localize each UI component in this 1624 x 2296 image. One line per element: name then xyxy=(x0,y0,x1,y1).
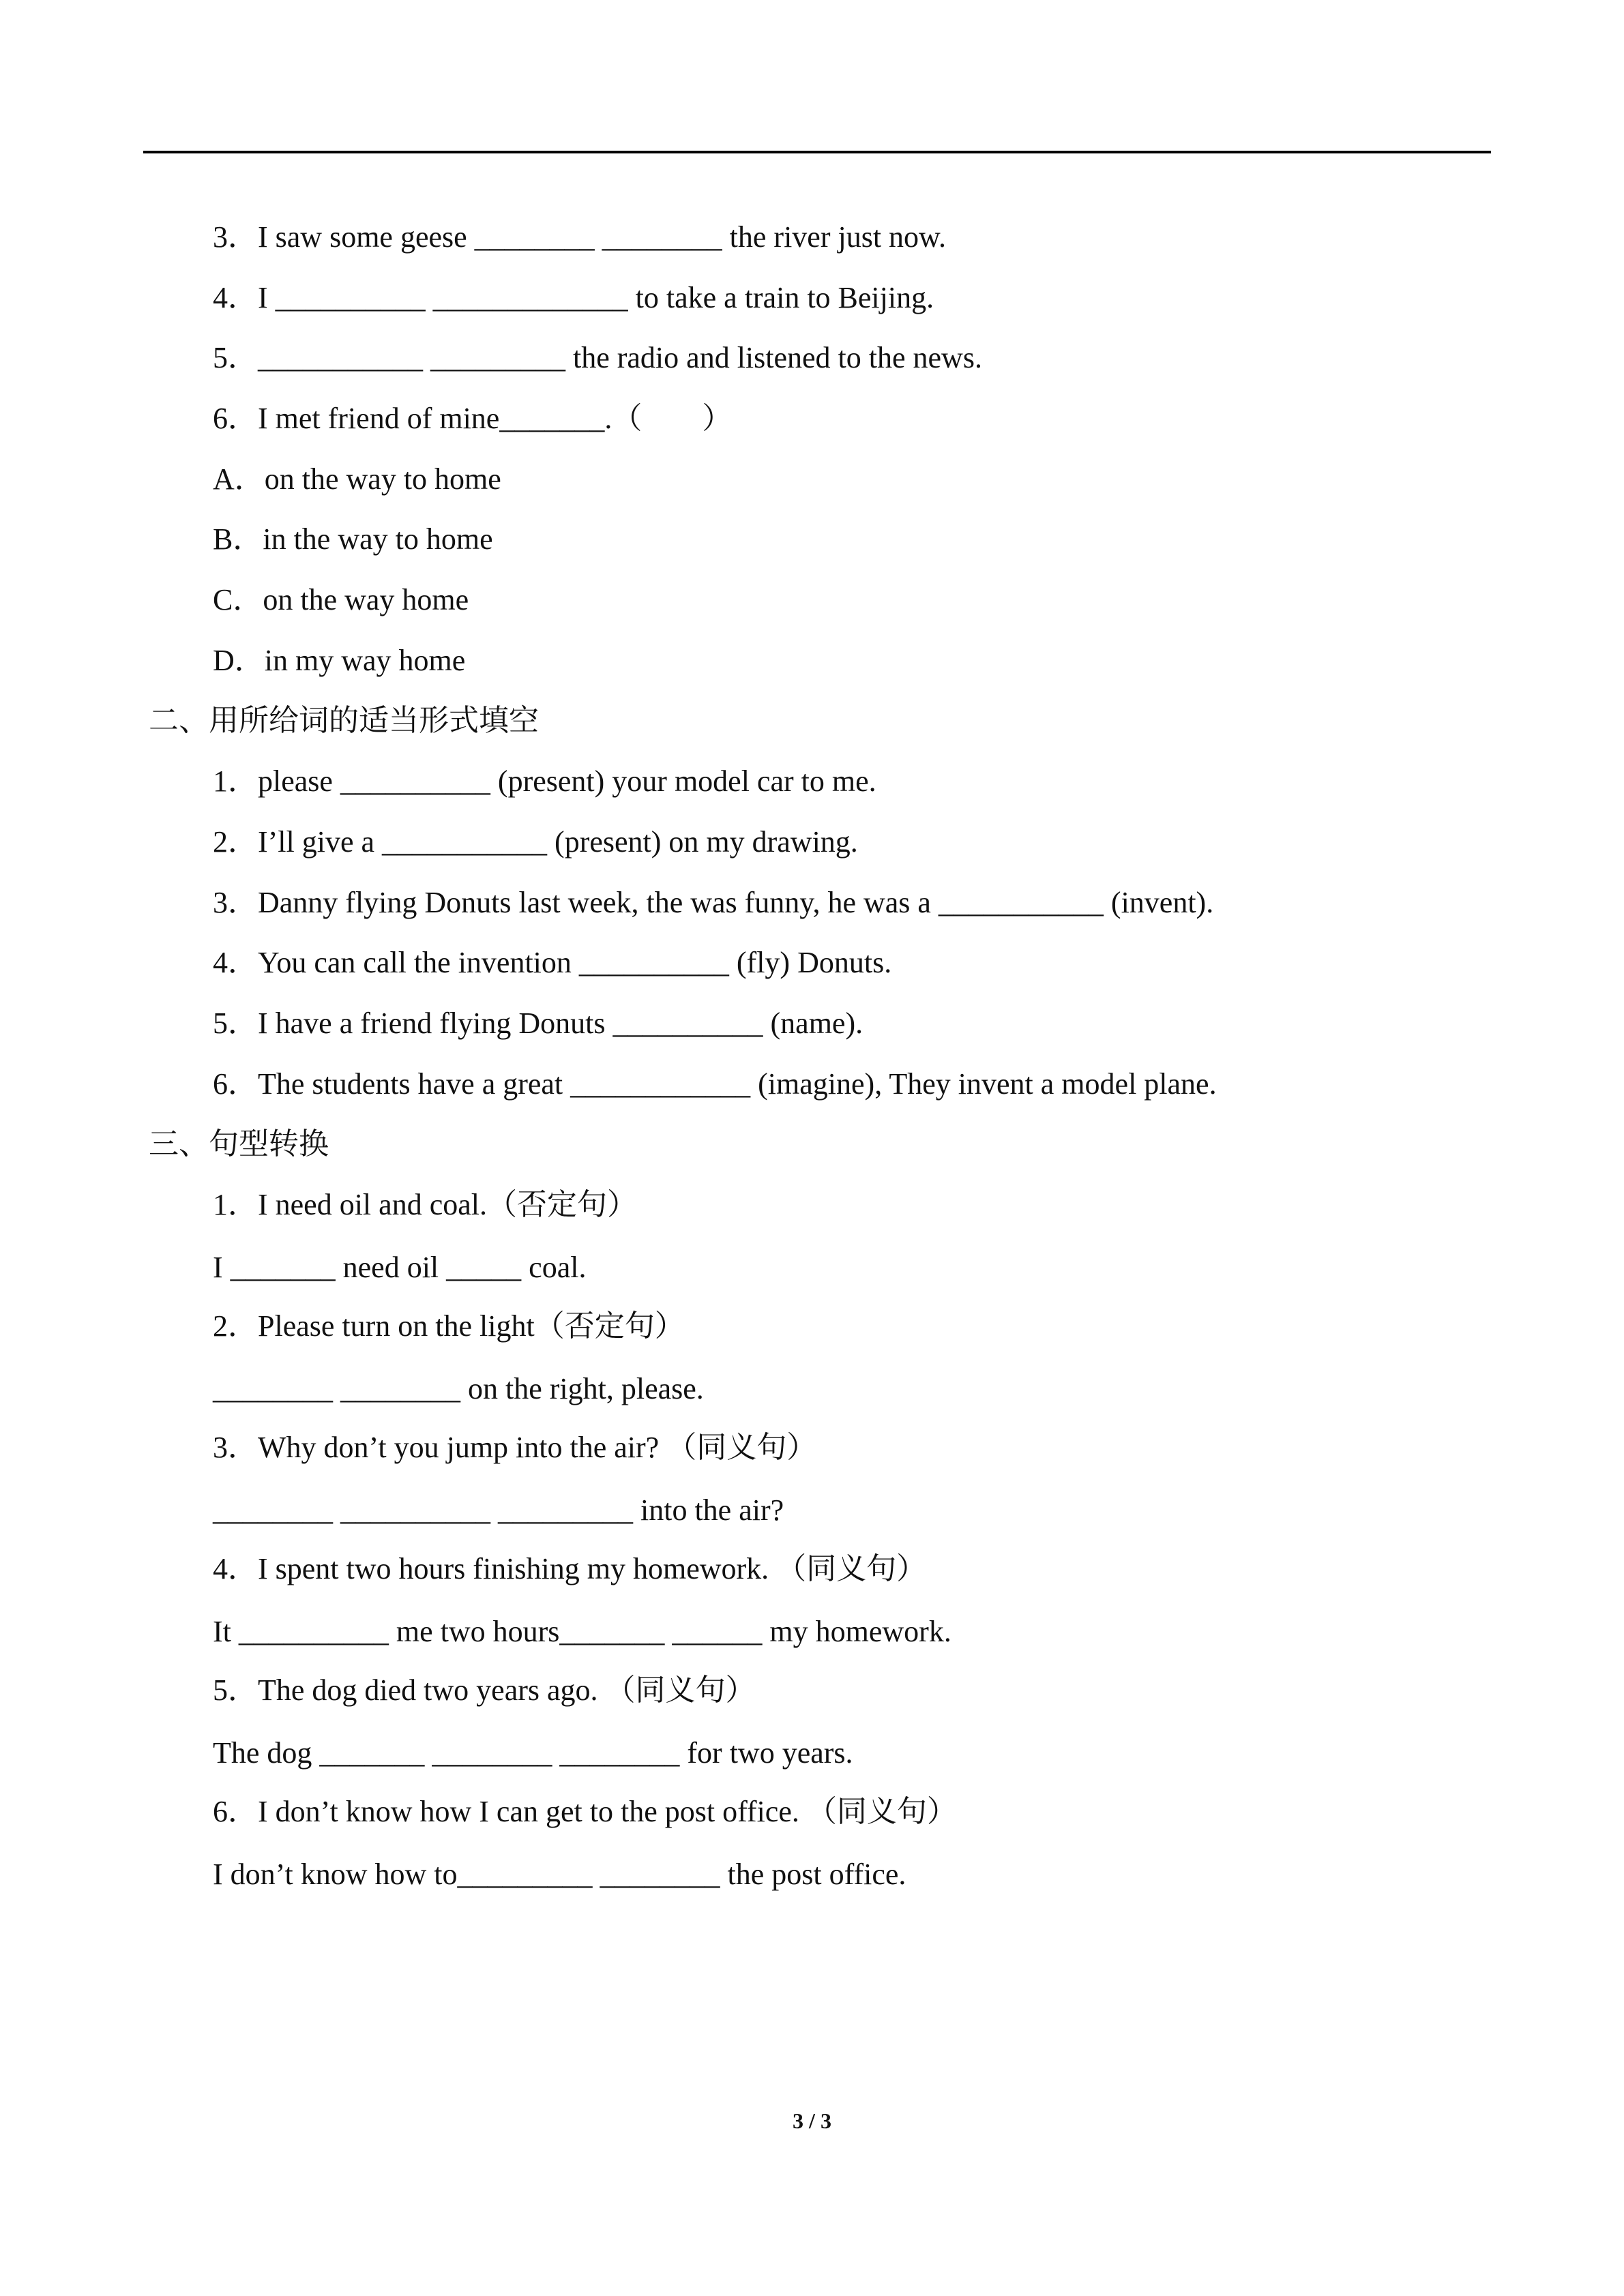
answer-line: ________ ________ on the right, please. xyxy=(213,1372,704,1405)
answer-line: I _______ need oil _____ coal. xyxy=(213,1251,587,1284)
question-line: 1．please __________ (present) your model car to me. xyxy=(213,764,876,798)
question-line: 6．I met friend of mine_______.（ ） xyxy=(213,402,733,435)
header-rule xyxy=(143,151,1491,153)
answer-line: It __________ me two hours_______ ______ my homework. xyxy=(213,1615,951,1648)
option-line: D．in my way home xyxy=(213,644,466,677)
question-line: 3．Why don’t you jump into the air? （同义句） xyxy=(213,1431,817,1464)
question-line: 1．I need oil and coal.（否定句） xyxy=(213,1188,637,1221)
question-line: 4．I spent two hours finishing my homework. （同义句） xyxy=(213,1552,927,1585)
question-line: 5．I have a friend flying Donuts __________ (name). xyxy=(213,1007,863,1040)
option-line: C．on the way home xyxy=(213,583,469,616)
question-line: 6．I don’t know how I can get to the post office. （同义句） xyxy=(213,1795,957,1828)
option-line: A．on the way to home xyxy=(213,462,501,496)
answer-line: The dog _______ ________ ________ for two years. xyxy=(213,1736,853,1770)
answer-line: ________ __________ _________ into the air? xyxy=(213,1493,784,1527)
question-line: 3．I saw some geese ________ ________ the river just now. xyxy=(213,220,946,254)
question-line: 2．I’ll give a ___________ (present) on my drawing. xyxy=(213,825,858,859)
question-line: 3．Danny flying Donuts last week, the was funny, he was a ___________ (invent). xyxy=(213,886,1214,919)
section-heading: 三、句型转换 xyxy=(149,1127,329,1161)
question-line: 6．The students have a great ____________ (imagine), They invent a model plane. xyxy=(213,1067,1217,1101)
answer-line: I don’t know how to_________ ________ the post office. xyxy=(213,1858,906,1891)
section-heading: 二、用所给词的适当形式填空 xyxy=(149,704,539,737)
question-line: 5．___________ _________ the radio and listened to the news. xyxy=(213,341,982,374)
question-line: 2．Please turn on the light（否定句） xyxy=(213,1309,685,1343)
page-number: 3 / 3 xyxy=(793,2108,831,2133)
question-line: 4．You can call the invention __________ (fly) Donuts. xyxy=(213,946,892,979)
option-line: B．in the way to home xyxy=(213,522,493,556)
question-line: 5．The dog died two years ago. （同义句） xyxy=(213,1673,756,1707)
question-line: 4．I __________ _____________ to take a train to Beijing. xyxy=(213,281,934,314)
